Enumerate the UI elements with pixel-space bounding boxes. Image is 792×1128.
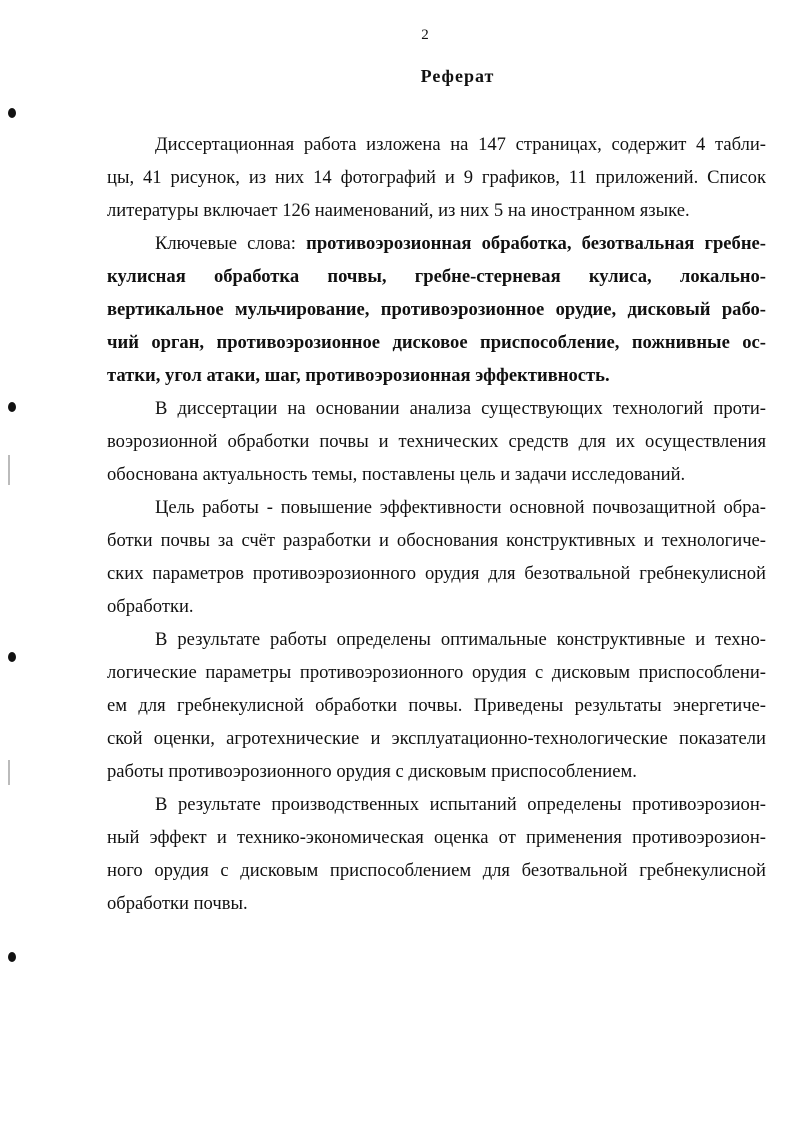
keywords-text: татки, угол атаки, шаг, противоэрозионная эффективность. [107,365,610,386]
binding-hole-mark [8,108,16,118]
text-line: ем для гребнекулисной обработки почвы. Приведены результаты энергетиче- [107,695,766,716]
text-line: логические параметры противоэрозионного орудия с дисковым приспособлени- [107,662,766,683]
text-line: цы, 41 рисунок, из них 14 фотографий и 9 графиков, 11 приложений. Список [107,167,766,188]
keywords-label: Ключевые слова: [155,233,307,254]
keywords-line [107,260,766,293]
binding-hole-mark [8,402,16,412]
page-title: Реферат [420,66,495,86]
keywords-text: кулисная обработка почвы, гребне-стерневая кулиса, локально- [107,266,766,287]
keywords-line [107,359,766,392]
abstract-body [107,128,766,920]
keywords-line [107,227,766,260]
keywords-text: противоэрозионная обработка, безотвальная гребне- [306,233,766,254]
text-line: Цель работы - повышение эффективности основной почвозащитной обра- [155,497,766,518]
text-line: обработки почвы. [107,893,248,914]
text-line: ских параметров противоэрозионного орудия для безотвальной гребнекулисной [107,563,766,584]
scan-speck [8,455,10,485]
page-number: 2 [421,27,429,43]
text-line: ботки почвы за счёт разработки и обоснования конструктивных и технологиче- [107,530,766,551]
scan-speck [8,760,10,785]
text-line: В диссертации на основании анализа существующих технологий проти- [155,398,766,419]
binding-hole-mark [8,952,16,962]
keywords-line [107,326,766,359]
text-line: воэрозионной обработки почвы и технических средств для их осуществления [107,431,766,452]
text-line: ской оценки, агротехнические и эксплуатационно-технологические показатели [107,728,766,749]
text-line: В результате работы определены оптимальные конструктивные и техно- [155,629,766,650]
text-line: обработки. [107,596,194,617]
text-line: литературы включает 126 наименований, из них 5 на иностранном языке. [107,200,690,221]
keywords-line [107,293,766,326]
binding-hole-mark [8,652,16,662]
text-line: ного орудия с дисковым приспособлением для безотвальной гребнекулисной [107,860,766,881]
text-line: обоснована актуальность темы, поставлены цель и задачи исследований. [107,464,686,485]
keywords-text: вертикальное мульчирование, противоэрозионное орудие, дисковый рабо- [107,299,766,320]
keywords-text: чий орган, противоэрозионное дисковое приспособление, пожнивные ос- [107,332,766,353]
text-line: Диссертационная работа изложена на 147 страницах, содержит 4 табли- [155,134,766,155]
text-line: В результате производственных испытаний определены противоэрозион- [155,794,766,815]
text-line: работы противоэрозионного орудия с дисковым приспособлением. [107,761,637,782]
text-line: ный эффект и технико-экономическая оценка от применения противоэрозион- [107,827,766,848]
